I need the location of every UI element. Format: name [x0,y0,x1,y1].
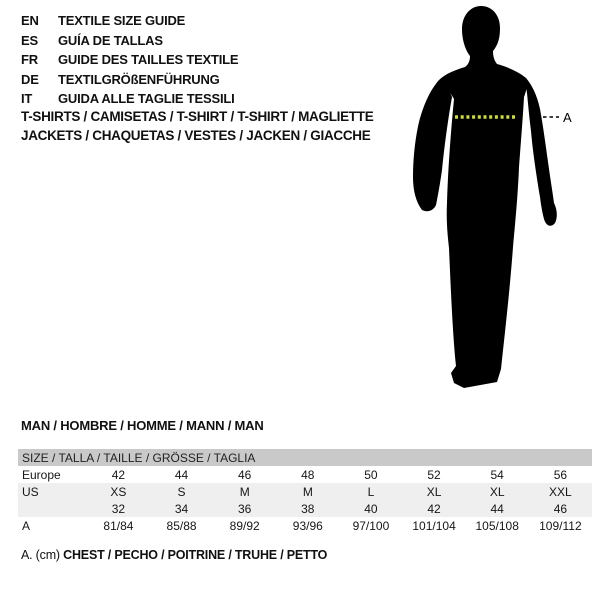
table-cell: 54 [490,467,504,482]
table-cell: 38 [276,500,339,517]
table-cell: 101/104 [412,518,456,533]
table-cell: 34 [150,500,213,517]
language-title: TEXTILE SIZE GUIDE [58,13,186,28]
table-cell: 48 [301,467,315,482]
language-code: DE [21,71,39,87]
language-title: GUIDA ALLE TAGLIE TESSILI [58,91,235,106]
table-cell: 42 [403,500,466,517]
language-title: GUÍA DE TALLAS [58,32,163,48]
table-cell: 85/88 [166,518,197,533]
list-item [21,89,238,109]
table-row-europe [18,466,592,483]
table-cell: 46 [529,500,592,517]
table-row-us [18,483,592,500]
measure-label-a: A [563,110,572,125]
table-row-chest-a [18,517,592,534]
list-item [21,50,238,70]
measurement-footnote [21,548,327,562]
size-table [18,449,592,534]
table-cell: 81/84 [103,518,134,533]
table-cell: 56 [553,467,568,482]
table-cell: XL [466,483,529,500]
table-cell: 50 [364,467,378,482]
table-row-us-numeric [18,500,592,517]
table-cell: L [339,483,402,500]
table-cell: 97/100 [352,518,390,533]
table-cell: 105/108 [475,518,519,533]
list-item [21,70,238,90]
list-item [21,31,238,51]
man-silhouette-figure [400,0,600,395]
man-silhouette [413,6,557,388]
language-code: EN [21,13,39,28]
table-cell: 46 [238,467,252,482]
category-jackets: JACKETS / CHAQUETAS / VESTES / JACKEN / GIACCHE [21,128,371,143]
table-cell: XS [87,483,150,500]
table-cell: 52 [427,467,441,482]
man-silhouette-svg [400,0,600,395]
table-header-label: SIZE / TALLA / TAILLE / GRÖSSE / TAGLIA [18,449,592,466]
row-label: US [18,483,87,500]
table-cell: 42 [111,467,126,482]
table-cell: 109/112 [539,518,582,533]
row-label [18,500,87,517]
table-header-row [18,449,592,466]
category-tshirts: T-SHIRTS / CAMISETAS / T-SHIRT / T-SHIRT / MAGLIETTE [21,109,374,124]
table-cell: 44 [174,467,189,482]
table-cell: M [276,483,339,500]
table-cell: 40 [339,500,402,517]
section-title-man: MAN / HOMBRE / HOMME / MANN / MAN [21,418,264,433]
footnote-text: CHEST / PECHO / POITRINE / TRUHE / PETTO [63,548,328,562]
row-label: A [22,518,31,533]
table-cell: 93/96 [292,518,323,533]
table-cell: 36 [213,500,276,517]
table-cell: XXL [529,483,592,500]
footnote-prefix: A. (cm) [21,548,60,562]
table-cell: S [150,483,213,500]
table-cell: 44 [466,500,529,517]
row-label: Europe [22,467,61,482]
garment-categories [21,107,373,145]
language-title: TEXTILGRÖßENFÜHRUNG [58,71,220,87]
language-title: GUIDE DES TAILLES TEXTILE [58,52,239,67]
table-cell: 32 [87,500,150,517]
language-code: ES [21,32,38,48]
list-item [21,11,238,31]
language-code: IT [21,91,33,106]
language-title-list [21,11,238,109]
table-cell: XL [403,483,466,500]
table-cell: M [213,483,276,500]
table-cell: 89/92 [229,518,260,533]
language-code: FR [21,52,38,67]
